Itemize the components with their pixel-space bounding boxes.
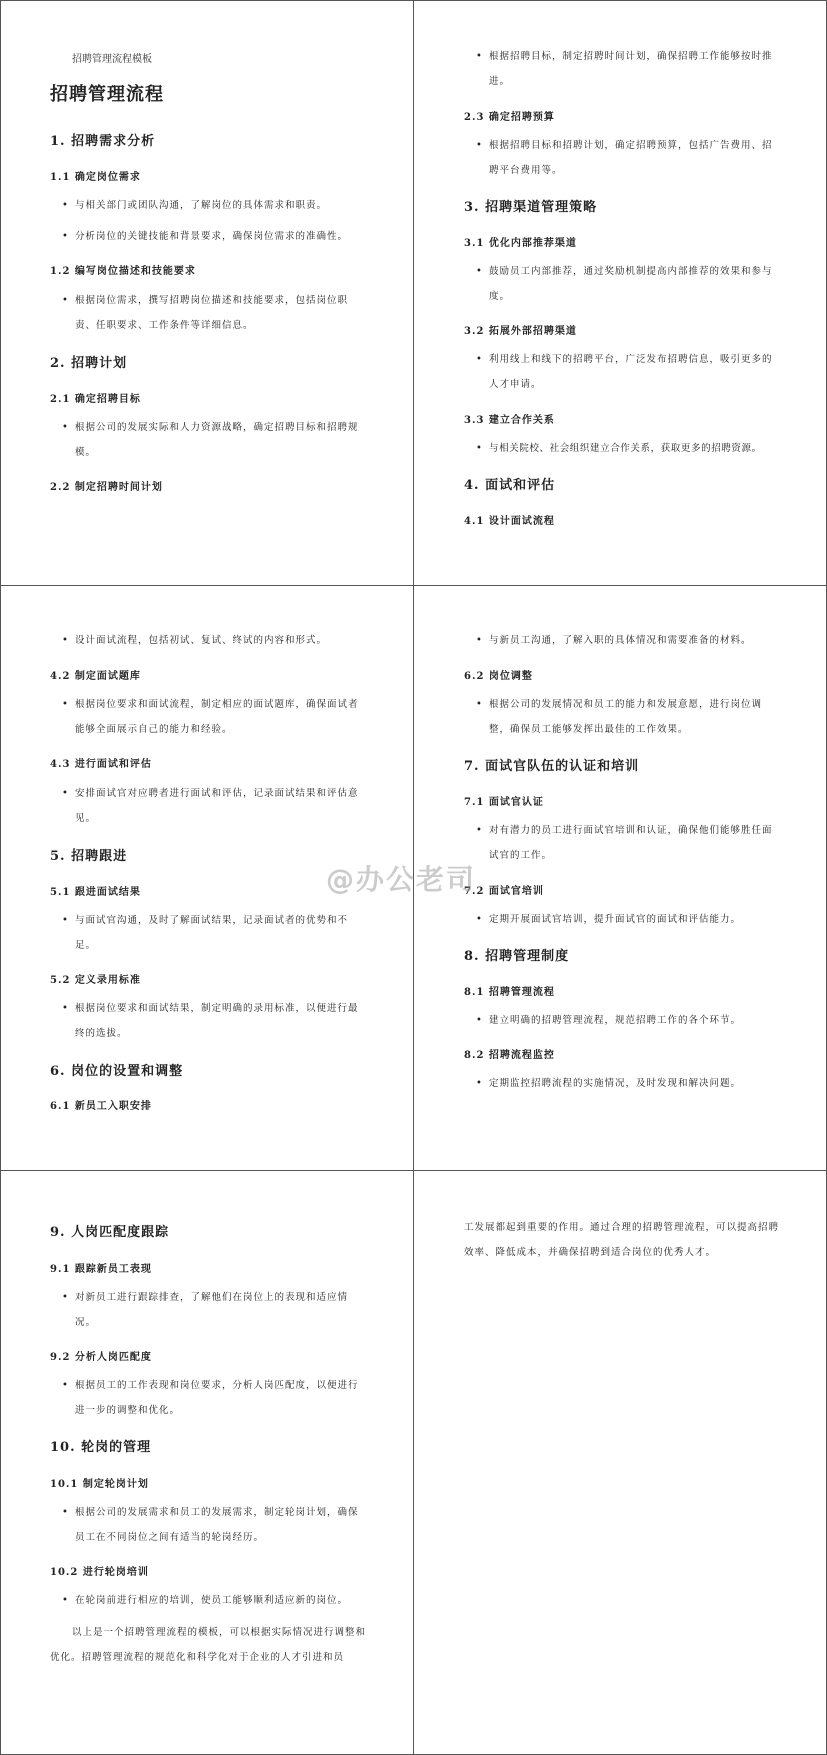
list-item: • 根据招聘目标和招聘计划，确定招聘预算，包括广告费用、招聘平台费用等。 (464, 133, 782, 183)
section-heading-5: 5. 招聘跟进 (50, 849, 128, 864)
list-item: • 与相关部门或团队沟通，了解岗位的具体需求和职责。 (50, 193, 366, 218)
list-item: • 利用线上和线下的招聘平台，广泛发布招聘信息，吸引更多的人才申请。 (464, 347, 782, 397)
list-item: • 设计面试流程，包括初试、复试、终试的内容和形式。 (50, 628, 366, 653)
section-heading-4: 4. 面试和评估 (464, 478, 556, 493)
document-label: 招聘管理流程模板 (72, 54, 152, 65)
subsection-heading-6-1: 6.1 新员工入职安排 (50, 1101, 152, 1112)
document-title: 招聘管理流程 (50, 84, 164, 105)
subsection-heading-3-1: 3.1 优化内部推荐渠道 (464, 238, 577, 249)
subsection-heading-3-3: 3.3 建立合作关系 (464, 415, 555, 426)
subsection-heading-1-1: 1.1 确定岗位需求 (50, 172, 141, 183)
list-item: • 与新员工沟通，了解入职的具体情况和需要准备的材料。 (464, 628, 782, 653)
list-item: • 与面试官沟通，及时了解面试结果，记录面试者的优势和不足。 (50, 908, 366, 958)
subsection-heading-7-1: 7.1 面试官认证 (464, 797, 544, 808)
list-item: • 对有潜力的员工进行面试官培训和认证，确保他们能够胜任面试官的工作。 (464, 818, 782, 868)
section-heading-7: 7. 面试官队伍的认证和培训 (464, 759, 640, 774)
subsection-heading-2-3: 2.3 确定招聘预算 (464, 112, 555, 123)
section-heading-9: 9. 人岗匹配度跟踪 (50, 1225, 170, 1240)
list-item: • 根据公司的发展需求和员工的发展需求，制定轮岗计划，确保员工在不同岗位之间有适当的轮岗经历。 (50, 1500, 366, 1550)
subsection-heading-2-2: 2.2 制定招聘时间计划 (50, 482, 163, 493)
page-6 (414, 1170, 827, 1755)
section-heading-10: 10. 轮岗的管理 (50, 1440, 152, 1455)
subsection-heading-8-2: 8.2 招聘流程监控 (464, 1050, 555, 1061)
subsection-heading-4-1: 4.1 设计面试流程 (464, 516, 555, 527)
subsection-heading-6-2: 6.2 岗位调整 (464, 671, 533, 682)
list-item: • 与相关院校、社会组织建立合作关系，获取更多的招聘资源。 (464, 436, 782, 461)
subsection-heading-5-1: 5.1 跟进面试结果 (50, 887, 141, 898)
subsection-heading-5-2: 5.2 定义录用标准 (50, 975, 141, 986)
list-item: • 定期监控招聘流程的实施情况，及时发现和解决问题。 (464, 1071, 782, 1096)
list-item: • 建立明确的招聘管理流程，规范招聘工作的各个环节。 (464, 1008, 782, 1033)
subsection-heading-8-1: 8.1 招聘管理流程 (464, 987, 555, 998)
subsection-heading-9-2: 9.2 分析人岗匹配度 (50, 1352, 152, 1363)
list-item: • 鼓励员工内部推荐，通过奖励机制提高内部推荐的效果和参与度。 (464, 259, 782, 309)
closing-paragraph: 以上是一个招聘管理流程的模板，可以根据实际情况进行调整和优化。招聘管理流程的规范化和科学化对于企业的人才引进和员 (50, 1627, 367, 1663)
section-heading-3: 3. 招聘渠道管理策略 (464, 200, 598, 215)
subsection-heading-4-3: 4.3 进行面试和评估 (50, 759, 152, 770)
list-item: • 根据岗位要求和面试结果，制定明确的录用标准，以便进行最终的选拔。 (50, 996, 366, 1046)
watermark: @办公老司 (326, 863, 477, 896)
subsection-heading-7-2: 7.2 面试官培训 (464, 886, 544, 897)
subsection-heading-10-1: 10.1 制定轮岗计划 (50, 1479, 149, 1490)
subsection-heading-4-2: 4.2 制定面试题库 (50, 671, 141, 682)
page-2 (414, 0, 827, 585)
list-item: • 根据公司的发展情况和员工的能力和发展意愿，进行岗位调整，确保员工能够发挥出最佳的工作效果。 (464, 692, 782, 742)
section-heading-6: 6. 岗位的设置和调整 (50, 1064, 184, 1079)
closing-paragraph-continued: 工发展都起到重要的作用。通过合理的招聘管理流程，可以提高招聘效率、降低成本，并确保招聘到适合岗位的优秀人才。 (464, 1222, 780, 1258)
list-item: • 对新员工进行跟踪排查，了解他们在岗位上的表现和适应情况。 (50, 1285, 366, 1335)
section-heading-8: 8. 招聘管理制度 (464, 949, 570, 964)
list-item: • 在轮岗前进行相应的培训，使员工能够顺利适应新的岗位。 (50, 1588, 366, 1613)
list-item: • 分析岗位的关键技能和背景要求，确保岗位需求的准确性。 (50, 224, 366, 249)
list-item: • 定期开展面试官培训，提升面试官的面试和评估能力。 (464, 907, 782, 932)
subsection-heading-10-2: 10.2 进行轮岗培训 (50, 1567, 149, 1578)
list-item: • 根据员工的工作表现和岗位要求，分析人岗匹配度，以便进行进一步的调整和优化。 (50, 1373, 366, 1423)
section-heading-1: 1. 招聘需求分析 (50, 134, 156, 149)
list-item: • 安排面试官对应聘者进行面试和评估，记录面试结果和评估意见。 (50, 781, 366, 831)
list-item: • 根据岗位需求，撰写招聘岗位描述和技能要求，包括岗位职责、任职要求、工作条件等详细信息。 (50, 288, 366, 338)
page-5 (0, 1170, 414, 1755)
page-1 (0, 0, 414, 585)
list-item: • 根据招聘目标，制定招聘时间计划，确保招聘工作能够按时推进。 (464, 44, 782, 94)
list-item: • 根据岗位要求和面试流程，制定相应的面试题库，确保面试者能够全面展示自己的能力和经验。 (50, 692, 366, 742)
subsection-heading-2-1: 2.1 确定招聘目标 (50, 394, 141, 405)
list-item: • 根据公司的发展实际和人力资源战略，确定招聘目标和招聘规模。 (50, 415, 366, 465)
subsection-heading-9-1: 9.1 跟踪新员工表现 (50, 1264, 152, 1275)
subsection-heading-1-2: 1.2 编写岗位描述和技能要求 (50, 266, 196, 277)
subsection-heading-3-2: 3.2 拓展外部招聘渠道 (464, 326, 577, 337)
section-heading-2: 2. 招聘计划 (50, 356, 128, 371)
